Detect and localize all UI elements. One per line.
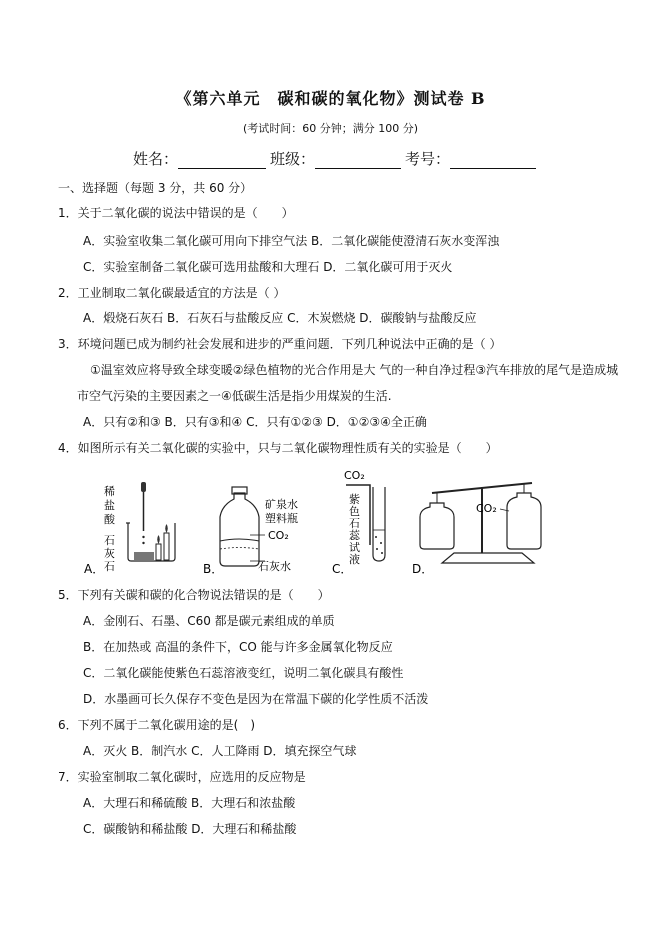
class-blank[interactable] bbox=[315, 154, 401, 169]
b-bottle-label-2: 塑料瓶 bbox=[265, 512, 298, 525]
left-container bbox=[420, 503, 454, 549]
figure-a bbox=[84, 482, 175, 576]
balance-base bbox=[442, 553, 534, 563]
question-options: C．碳酸钠和稀盐酸 D．大理石和稀盐酸 bbox=[83, 822, 297, 836]
c-liquid-label-6: 液 bbox=[349, 553, 360, 566]
d-co2-label: CO₂ bbox=[476, 502, 497, 515]
figure-b bbox=[203, 487, 298, 576]
figure-row bbox=[82, 465, 552, 580]
class-label: 班级： bbox=[270, 150, 316, 168]
exam-subtitle: (考试时间：60 分钟；满分 100 分) bbox=[242, 122, 419, 135]
question-options: A．实验室收集二氧化碳可用向下排空气法 B．二氧化碳能使澄清石灰水变浑浊 bbox=[83, 234, 500, 248]
fig-b-letter: B． bbox=[203, 562, 224, 576]
c-liquid-label-1: 紫 bbox=[349, 493, 360, 506]
question-options: B．在加热或 高温的条件下，CO 能与许多金属氧化物反应 bbox=[83, 640, 393, 654]
bottle-shape bbox=[220, 493, 259, 566]
a-acid-label-3: 酸 bbox=[104, 513, 115, 526]
exam-title: 《第六单元 碳和碳的氧化物》测试卷 B bbox=[175, 89, 486, 108]
id-label: 考号： bbox=[405, 150, 451, 168]
question-text: ①温室效应将导致全球变暖②绿色植物的光合作用是大 气的一种自净过程③汽车排放的尾气是造成城 bbox=[90, 363, 619, 377]
student-info-line bbox=[133, 148, 540, 169]
a-stone-label-3: 石 bbox=[104, 560, 115, 573]
dropper-bulb bbox=[141, 482, 146, 492]
a-acid-label-1: 稀 bbox=[104, 485, 115, 498]
c-liquid-label-4: 蕊 bbox=[349, 529, 360, 542]
candle-high bbox=[164, 533, 169, 560]
a-acid-label-2: 盐 bbox=[104, 499, 115, 512]
b-water-label: 石灰水 bbox=[258, 560, 291, 573]
question-stem: 2．工业制取二氧化碳最适宜的方法是（ ） bbox=[58, 286, 286, 300]
c-co2-label: CO₂ bbox=[344, 469, 365, 482]
question-stem: 4．如图所示有关二氧化碳的实验中，只与二氧化碳物理性质有关的实验是（ ） bbox=[58, 441, 498, 455]
name-label: 姓名： bbox=[133, 150, 179, 168]
experiment-figures bbox=[82, 465, 552, 580]
question-stem: 7．实验室制取二氧化碳时，应选用的反应物是 bbox=[58, 770, 306, 784]
c-liquid-label-5: 试 bbox=[349, 541, 360, 554]
question-stem: 6．下列不属于二氧化碳用途的是( ) bbox=[58, 718, 255, 732]
question-stem: 5．下列有关碳和碳的化合物说法错误的是（ ） bbox=[58, 588, 330, 602]
a-stone-label-1: 石 bbox=[104, 534, 115, 547]
candle-low bbox=[156, 544, 161, 560]
question-stem: 3．环境问题已成为制约社会发展和进步的严重问题．下列几种说法中正确的是（ ） bbox=[58, 337, 502, 351]
fig-a-letter: A． bbox=[84, 562, 105, 576]
question-options: A．金刚石、石墨、C60 都是碳元素组成的单质 bbox=[83, 614, 335, 628]
limestone-chunks bbox=[134, 552, 154, 560]
c-liquid-label-3: 石 bbox=[349, 517, 360, 530]
question-options: A．只有②和③ B．只有③和④ C．只有①②③ D．①②③④全正确 bbox=[83, 415, 427, 429]
question-options: D．水墨画可长久保存不变色是因为在常温下碳的化学性质不活泼 bbox=[83, 692, 429, 706]
fig-d-letter: D． bbox=[412, 562, 434, 576]
question-options: C．实验室制备二氧化碳可选用盐酸和大理石 D．二氧化碳可用于灭火 bbox=[83, 260, 453, 274]
b-co2-label: CO₂ bbox=[268, 529, 289, 542]
right-container bbox=[507, 493, 541, 549]
question-options: C．二氧化碳能使紫色石蕊溶液变红，说明二氧化碳具有酸性 bbox=[83, 666, 404, 680]
figure-d bbox=[412, 483, 541, 576]
name-blank[interactable] bbox=[178, 154, 266, 169]
question-options: A．大理石和稀硫酸 B．大理石和浓盐酸 bbox=[83, 796, 296, 810]
question-text: 市空气污染的主要因素之一④低碳生活是指少用煤炭的生活. bbox=[77, 389, 392, 403]
question-options: A．灭火 B．制汽水 C．人工降雨 D．填充探空气球 bbox=[83, 744, 357, 758]
test-tube bbox=[373, 487, 385, 561]
section-heading: 一、选择题（每题 3 分，共 60 分） bbox=[58, 181, 253, 195]
c-liquid-label-2: 色 bbox=[349, 505, 360, 518]
question-stem: 1．关于二氧化碳的说法中错误的是（ ） bbox=[58, 206, 294, 220]
figure-c bbox=[332, 469, 385, 576]
id-blank[interactable] bbox=[450, 154, 536, 169]
a-stone-label-2: 灰 bbox=[104, 547, 115, 560]
fig-c-letter: C． bbox=[332, 562, 353, 576]
b-bottle-label-1: 矿泉水 bbox=[265, 498, 298, 511]
question-options: A．煅烧石灰石 B．石灰石与盐酸反应 C．木炭燃烧 D．碳酸钠与盐酸反应 bbox=[83, 311, 477, 325]
